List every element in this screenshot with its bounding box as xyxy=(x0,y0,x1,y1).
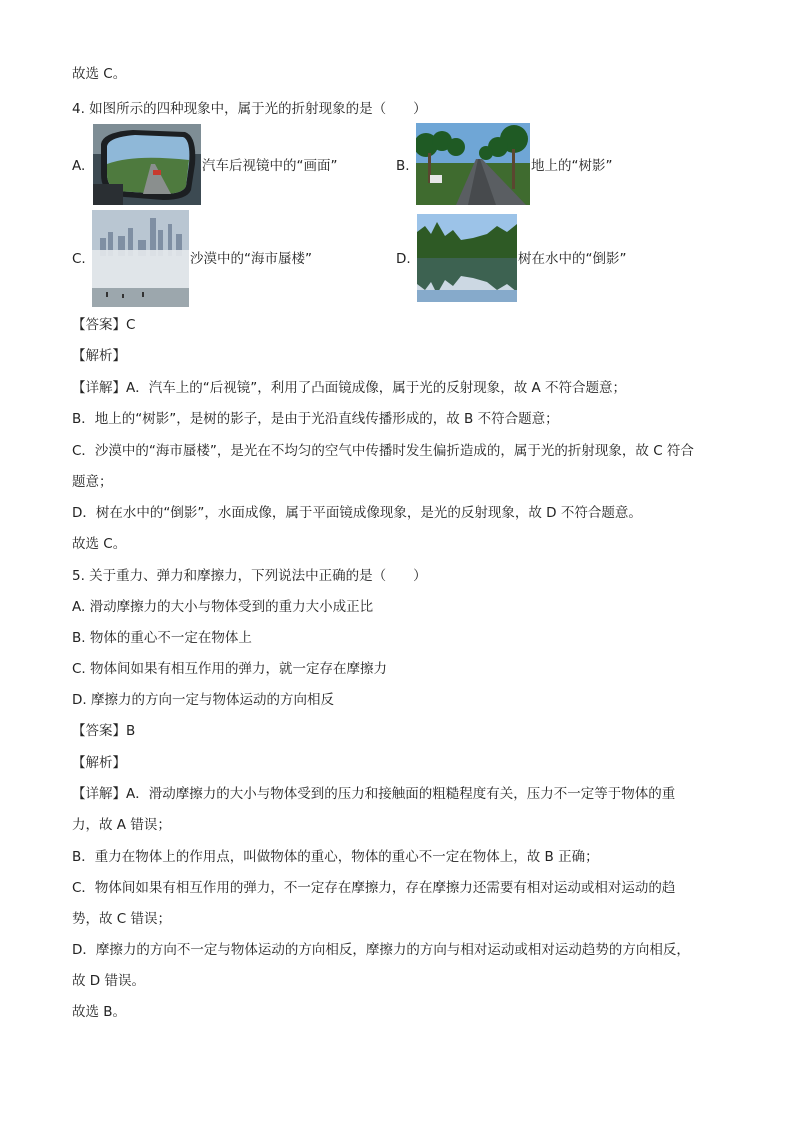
option-b-text: 地上的“树影” xyxy=(531,158,613,174)
q5-detail-line-2: 力，故 A 错误； xyxy=(72,817,171,833)
q4-detail-line-3: C．沙漠中的“海市蜃楼”，是光在不均匀的空气中传播时发生偏折造成的，属于光的折射现象，故 C 符合 xyxy=(72,443,694,459)
q5-option-a: A. 滑动摩擦力的大小与物体受到的重力大小成正比 xyxy=(72,599,374,615)
mirage-city-photo xyxy=(92,210,189,307)
option-b-letter: B. xyxy=(396,158,410,174)
q5-detail-line-5: 势，故 C 错误； xyxy=(72,911,172,927)
q4-detail-line-5: D．树在水中的“倒影”，水面成像，属于平面镜成像现象，是光的反射现象，故 D 不符合题意。 xyxy=(72,505,642,521)
q5-analysis-heading: 【解析】 xyxy=(72,755,126,771)
q4-analysis-heading: 【解析】 xyxy=(72,348,126,364)
q4-detail-line-1: 【详解】A．汽车上的“后视镜”，利用了凸面镜成像，属于光的反射现象，故 A 不符合题意； xyxy=(72,380,627,396)
q5-detail-line-7: 故 D 错误。 xyxy=(72,973,145,989)
q5-detail-line-6: D．摩擦力的方向不一定与物体运动的方向相反，摩擦力的方向与相对运动或相对运动趋势的方向相反， xyxy=(72,942,690,958)
q4-detail-line-4: 题意； xyxy=(72,474,113,490)
tree-shadow-road-photo xyxy=(416,123,530,205)
option-a-letter: A. xyxy=(72,158,86,174)
q5-answer: 【答案】B xyxy=(72,723,136,739)
lake-reflection-photo xyxy=(417,214,517,302)
question-4-stem: 4. 如图所示的四种现象中，属于光的折射现象的是（ ） xyxy=(72,101,427,117)
q4-detail-line-2: B．地上的“树影”，是树的影子，是由于光沿直线传播形成的，故 B 不符合题意； xyxy=(72,411,559,427)
top-answer: 故选 C。 xyxy=(72,66,127,82)
q5-conclusion: 故选 B。 xyxy=(72,1004,127,1020)
option-d-text: 树在水中的“倒影” xyxy=(518,251,627,267)
option-c-letter: C. xyxy=(72,251,86,267)
q4-answer: 【答案】C xyxy=(72,317,136,333)
q5-detail-line-3: B．重力在物体上的作用点，叫做物体的重心，物体的重心不一定在物体上，故 B 正确； xyxy=(72,849,599,865)
option-d-letter: D. xyxy=(396,251,411,267)
q5-detail-line-4: C．物体间如果有相互作用的弹力，不一定存在摩擦力，存在摩擦力还需要有相对运动或相对运动的趋 xyxy=(72,880,676,896)
q4-conclusion: 故选 C。 xyxy=(72,536,127,552)
option-c-text: 沙漠中的“海市蜃楼” xyxy=(190,251,312,267)
q5-option-d: D. 摩擦力的方向一定与物体运动的方向相反 xyxy=(72,692,334,708)
q5-detail-line-1: 【详解】A．滑动摩擦力的大小与物体受到的压力和接触面的粗糙程度有关，压力不一定等于物体的重 xyxy=(72,786,676,802)
q5-option-c: C. 物体间如果有相互作用的弹力，就一定存在摩擦力 xyxy=(72,661,388,677)
q5-option-b: B. 物体的重心不一定在物体上 xyxy=(72,630,252,646)
car-side-mirror-photo xyxy=(93,124,201,205)
option-a-text: 汽车后视镜中的“画面” xyxy=(202,158,338,174)
question-5-stem: 5. 关于重力、弹力和摩擦力，下列说法中正确的是（ ） xyxy=(72,568,427,584)
